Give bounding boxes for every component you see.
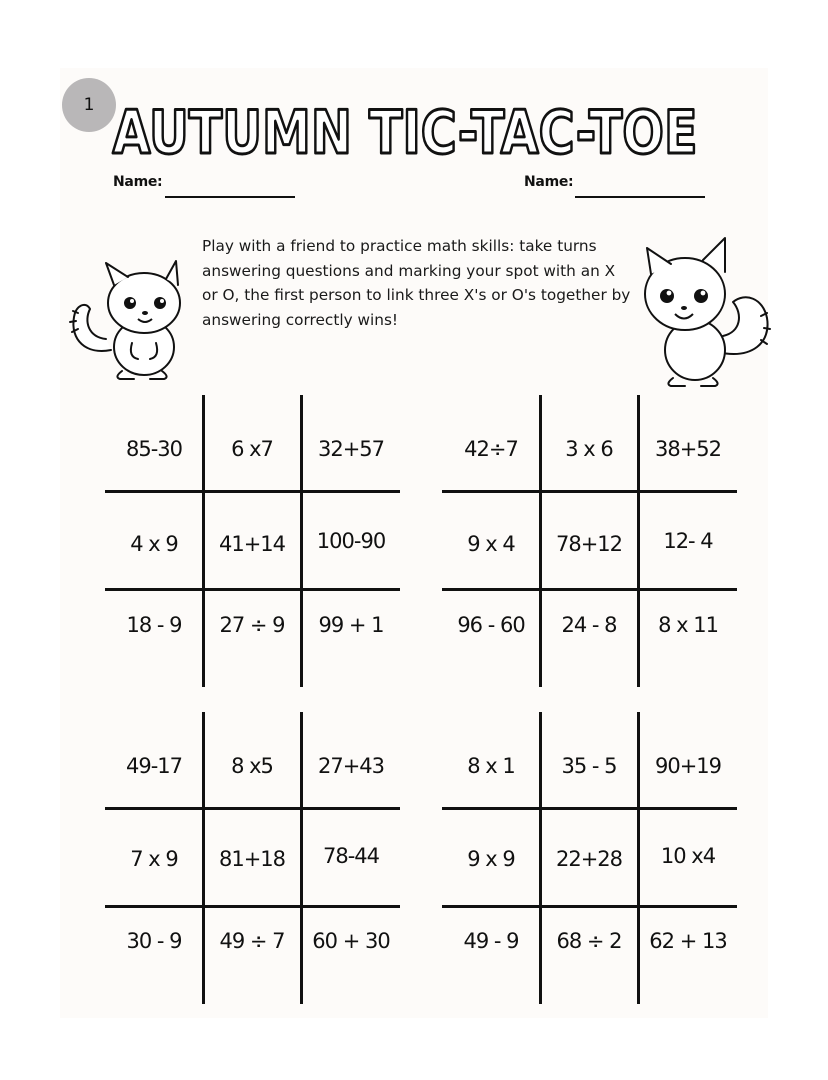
grid-line (442, 905, 737, 908)
board-cell[interactable]: 4 x 9 (130, 532, 178, 556)
board-cell[interactable]: 49 ÷ 7 (219, 929, 285, 953)
board-cell[interactable]: 10 x4 (660, 844, 716, 868)
name-label-player-1: Name: (113, 174, 163, 190)
grid-line (442, 588, 737, 591)
tic-tac-toe-board-4 (442, 712, 737, 1007)
grid-line (105, 905, 400, 908)
board-cell[interactable]: 27+43 (317, 754, 385, 778)
board-cell[interactable]: 8 x 1 (467, 754, 515, 778)
board-cell[interactable]: 18 - 9 (126, 613, 182, 637)
board-cell[interactable]: 49-17 (125, 754, 183, 778)
board-cell[interactable]: 3 x 6 (565, 437, 613, 461)
board-cell[interactable]: 78-44 (322, 844, 380, 868)
board-cell[interactable]: 35 - 5 (561, 754, 617, 778)
grid-line (105, 588, 400, 591)
board-cell[interactable]: 100-90 (316, 529, 386, 553)
board-cell[interactable]: 6 x7 (231, 437, 273, 461)
board-cell[interactable]: 30 - 9 (126, 929, 182, 953)
squirrel-illustration-right (633, 232, 773, 387)
board-cell[interactable]: 99 + 1 (318, 613, 384, 637)
board-cell[interactable]: 8 x5 (231, 754, 273, 778)
board-cell[interactable]: 60 + 30 (312, 929, 390, 953)
page-number: 1 (83, 95, 95, 115)
tic-tac-toe-board-3 (105, 712, 400, 1007)
board-cell[interactable]: 78+12 (555, 532, 623, 556)
board-cell[interactable]: 85-30 (125, 437, 183, 461)
board-cell[interactable]: 62 + 13 (649, 929, 727, 953)
board-cell[interactable]: 42÷7 (464, 437, 518, 461)
board-cell[interactable]: 24 - 8 (561, 613, 617, 637)
board-cell[interactable]: 90+19 (654, 754, 722, 778)
name-line-player-1[interactable] (165, 196, 295, 198)
name-label-player-2: Name: (524, 174, 574, 190)
board-cell[interactable]: 22+28 (555, 847, 623, 871)
grid-line (105, 807, 400, 810)
board-cell[interactable]: 41+14 (218, 532, 286, 556)
board-cell[interactable]: 38+52 (654, 437, 722, 461)
board-cell[interactable]: 9 x 4 (467, 532, 515, 556)
board-cell[interactable]: 81+18 (218, 847, 286, 871)
board-cell[interactable]: 7 x 9 (130, 847, 178, 871)
title-text: AUTUMN TIC-TAC-TOE (112, 98, 698, 168)
grid-line (105, 490, 400, 493)
board-cell[interactable]: 49 - 9 (463, 929, 519, 953)
squirrel-illustration-left (66, 255, 191, 380)
grid-line (442, 807, 737, 810)
board-cell[interactable]: 9 x 9 (467, 847, 515, 871)
name-line-player-2[interactable] (575, 196, 705, 198)
grid-line (442, 490, 737, 493)
board-cell[interactable]: 68 ÷ 2 (556, 929, 622, 953)
board-cell[interactable]: 27 ÷ 9 (219, 613, 285, 637)
game-instructions: Play with a friend to practice math skills: take turns answering questions and marking your spot with an X or O, the first person to link three X's or O's together by answering correctly wins! (202, 237, 631, 329)
worksheet-title (105, 95, 705, 167)
board-cell[interactable]: 12- 4 (663, 529, 713, 553)
tic-tac-toe-board-1 (105, 395, 400, 690)
board-cell[interactable]: 32+57 (317, 437, 385, 461)
board-cell[interactable]: 96 - 60 (457, 613, 525, 637)
board-cell[interactable]: 8 x 11 (658, 613, 718, 637)
tic-tac-toe-board-2 (442, 395, 737, 690)
